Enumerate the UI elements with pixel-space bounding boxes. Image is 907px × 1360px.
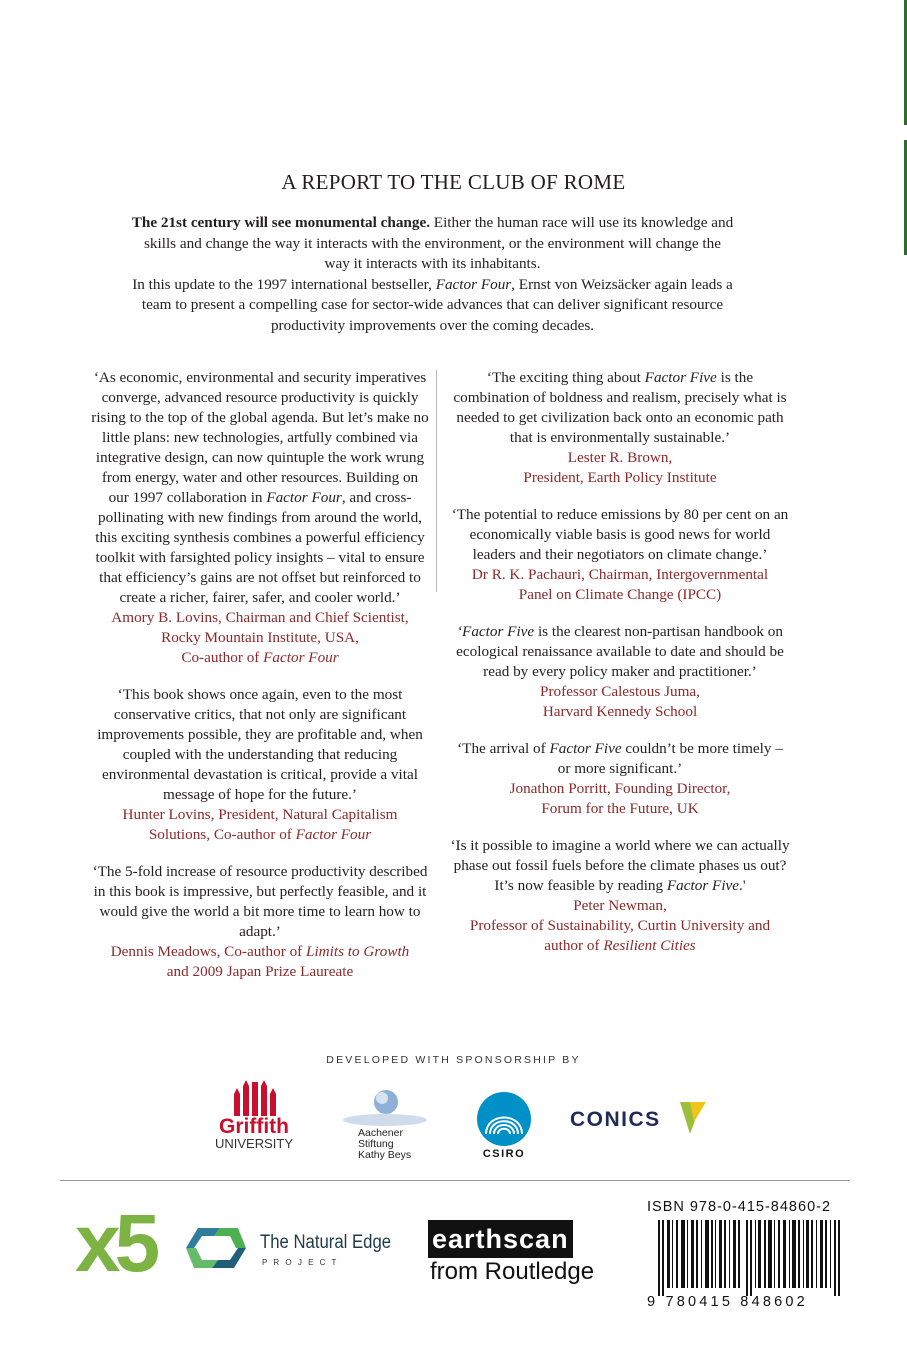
griffith-university-text: UNIVERSITY xyxy=(214,1136,293,1151)
quote-book-title: Factor Four xyxy=(266,489,342,506)
sponsorship-label: DEVELOPED WITH SPONSORSHIP BY xyxy=(326,1054,581,1066)
intro-paragraph-2 xyxy=(130,275,735,337)
natural-edge-project: P R O J E C T xyxy=(262,1258,339,1267)
quote-book-title: Factor Five xyxy=(644,369,717,386)
attribution-line: Panel on Climate Change (IPCC) xyxy=(518,586,722,603)
attribution-book-title: Factor Four xyxy=(295,826,372,843)
quote-text xyxy=(450,622,790,682)
quote-book-title: Factor Five xyxy=(549,740,622,757)
attribution-line: and 2009 Japan Prize Laureate xyxy=(166,963,354,980)
aachener-text-2: Stiftung xyxy=(358,1138,394,1150)
attribution-line: Lester R. Brown, xyxy=(567,449,673,466)
intro-lead-bold: The 21st century will see monumental change. xyxy=(131,214,430,231)
attribution-text: Dennis Meadows, Co-author of xyxy=(110,943,307,960)
attribution-line: President, Earth Policy Institute xyxy=(523,469,717,486)
conics-logo xyxy=(570,1100,710,1140)
barcode-digits: 9 780415 848602 xyxy=(647,1294,808,1310)
quote-text-a: ‘Is it possible to imagine a world where we can actually phase out fossil fuels before the climate phases us out? It’s now feasible by reading xyxy=(450,837,790,894)
quote-text-b: is the combination of boldness and realism, precisely what is needed to get civilization back onto an economic path that is environmentally sustainable.’ xyxy=(453,369,787,446)
conics-text: CONICS xyxy=(570,1108,661,1131)
attribution-line xyxy=(90,648,430,668)
intro-p2-text-a: In this update to the 1997 international bestseller, xyxy=(132,275,436,293)
attribution-book-title: Factor Four xyxy=(263,649,339,666)
quote-text-a: ‘The arrival of xyxy=(457,740,550,757)
quote-text: ‘This book shows once again, even to the most conservative critics, that not only are significant improvements possible, they are profitable and, when coupled with the understanding that reducing environmental devastation is critical, provide a vital message of hope for the future.’ xyxy=(97,686,423,803)
conics-arrow-icon xyxy=(678,1100,708,1136)
quote-text xyxy=(450,739,790,779)
csiro-logo xyxy=(472,1090,536,1162)
attribution-text: author of xyxy=(544,937,604,954)
right-quotes-column xyxy=(450,368,790,956)
attribution-line: Amory B. Lovins, Chairman and Chief Scientist, xyxy=(111,609,409,626)
quote-text: ‘The 5-fold increase of resource productivity described in this book is impressive, but perfectly feasible, and it would give the world a bit more time to learn how to adapt.’ xyxy=(92,863,428,940)
attribution-line: Jonathon Porritt, Founding Director, xyxy=(509,780,731,797)
attribution-line: Hunter Lovins, President, Natural Capitalism xyxy=(122,806,398,823)
attribution-line: Professor Calestous Juma, xyxy=(540,683,700,700)
natural-edge-name: The Natural Edge xyxy=(260,1232,392,1253)
quote-text-a: ‘The exciting thing about xyxy=(486,369,645,386)
quote-book-title: Factor Five xyxy=(666,877,740,894)
quote-text-b: .' xyxy=(739,877,746,894)
attribution-line: Professor of Sustainability, Curtin University and xyxy=(469,917,771,934)
intro-p2-text-b: , Ernst von Weizsäcker again leads a team to present a compelling case for sector-wide advances that can deliver significant resource productivity improvements over the coming decades. xyxy=(141,275,733,334)
griffith-emblem-icon xyxy=(208,1080,300,1120)
quote-block-pachauri xyxy=(450,505,790,605)
aachener-globe-icon xyxy=(340,1088,430,1128)
attribution-book-title: Resilient Cities xyxy=(603,937,696,954)
barcode-icon xyxy=(658,1220,844,1296)
quote-block-brown xyxy=(450,368,790,488)
aachener-text-3: Kathy Beys xyxy=(358,1149,412,1161)
intro-lead-rest: Either the human race will use its knowledge and skills and change the way it interacts with the environment, or the environment will change the way it interacts with its inhabitants. xyxy=(144,214,734,273)
quote-text xyxy=(90,368,430,608)
aachener-stiftung-logo xyxy=(340,1088,430,1160)
footer-divider xyxy=(60,1180,850,1181)
csiro-roundel-icon xyxy=(472,1090,536,1148)
quote-block-lovins-amory xyxy=(90,368,430,668)
attribution-line xyxy=(90,942,430,962)
attribution-text: Co-author of xyxy=(181,649,264,666)
intro-p2-title: Factor Four xyxy=(435,275,512,293)
natural-edge-logo xyxy=(180,1218,400,1278)
quote-text-a: ‘As economic, environmental and security imperatives converge, advanced resource productivity is quickly rising to the top of the global agenda. But let’s make no little plans: new technologies, artfully combined via integrative design, can now quintuple the work wrung from energy, water and other resources. Building on our 1997 collaboration in xyxy=(91,369,429,506)
quote-text: ‘The potential to reduce emissions by 80 per cent on an economically viable basis is good news for world leaders and their negotiators on climate change.’ xyxy=(451,506,789,563)
attribution-line: Forum for the Future, UK xyxy=(541,800,699,817)
quote-block-porritt xyxy=(450,739,790,819)
intro-blurb xyxy=(130,213,735,337)
quote-text xyxy=(450,368,790,448)
attribution-line: Peter Newman, xyxy=(573,897,667,914)
attribution-text: Solutions, Co-author of xyxy=(148,826,296,843)
griffith-logo xyxy=(208,1080,300,1152)
attribution-book-title: Limits to Growth xyxy=(306,943,410,960)
quote-block-meadows xyxy=(90,862,430,982)
earthscan-wordmark: earthscan xyxy=(428,1220,573,1258)
quote-text-b: is the clearest non-partisan handbook on ecological renaissance available to date and should be read by every policy maker and practitioner.’ xyxy=(456,623,784,680)
left-quotes-column xyxy=(90,368,430,982)
attribution-line xyxy=(90,825,430,845)
natural-edge-cycle-icon xyxy=(180,1218,252,1278)
x5-logo: x5 xyxy=(75,1198,155,1289)
quote-text-b: , and cross-pollinating with new findings from around the world, this exciting synthesis combines a powerful efficiency toolkit with farsighted policy insights – vital to ensure that efficiency’s gains are not offset but reinforced to create a richer, fairer, safer, and cooler world.’ xyxy=(95,489,425,606)
attribution-line xyxy=(450,936,790,956)
attribution-line: Harvard Kennedy School xyxy=(542,703,698,720)
column-divider xyxy=(436,370,437,592)
quote-text xyxy=(450,836,790,896)
quote-block-juma xyxy=(450,622,790,722)
intro-paragraph-1 xyxy=(130,213,735,275)
attribution-line: Rocky Mountain Institute, USA, xyxy=(161,629,359,646)
isbn-text: ISBN 978-0-415-84860-2 xyxy=(647,1199,832,1215)
page-title: A REPORT TO THE CLUB OF ROME xyxy=(281,170,626,194)
quote-book-title: ‘Factor Five xyxy=(456,623,535,640)
quote-text-b: couldn’t be more timely – or more significant.’ xyxy=(557,740,783,777)
earthscan-logo xyxy=(428,1220,618,1290)
griffith-name: Griffith xyxy=(219,1115,289,1138)
csiro-text: CSIRO xyxy=(482,1148,526,1160)
aachener-text-1: Aachener xyxy=(358,1127,403,1139)
quote-block-lovins-hunter xyxy=(90,685,430,845)
attribution-line: Dr R. K. Pachauri, Chairman, Intergovernmental xyxy=(471,566,769,583)
quote-block-newman xyxy=(450,836,790,956)
earthscan-routledge: from Routledge xyxy=(430,1258,595,1285)
